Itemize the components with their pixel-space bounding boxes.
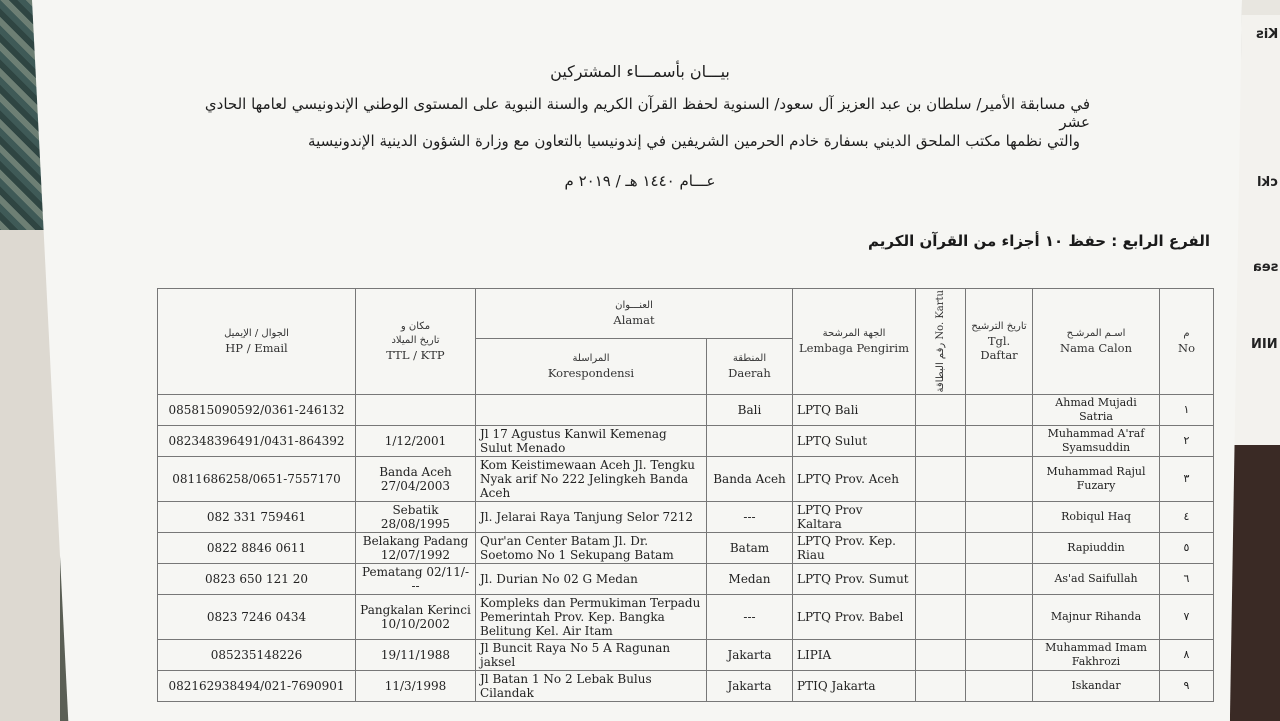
- cell-institution: LPTQ Prov. Sumut: [793, 563, 916, 594]
- cell-contact: 082162938494/021-7690901: [158, 670, 356, 701]
- cell-name: Majnur Rihanda: [1033, 594, 1160, 639]
- table-header-row: [158, 289, 1214, 339]
- cell-no: ٧: [1160, 594, 1214, 639]
- header-correspondence: المراسلة Korespondensi: [476, 338, 707, 394]
- cell-region: ---: [707, 501, 793, 532]
- cell-institution: PTIQ Jakarta: [793, 670, 916, 701]
- cell-ttl: Pangkalan Kerinci 10/10/2002: [356, 594, 476, 639]
- table-row: [158, 394, 1214, 425]
- table-row: [158, 501, 1214, 532]
- cell-card-no: [916, 456, 966, 501]
- cell-correspondence: Jl. Durian No 02 G Medan: [476, 563, 707, 594]
- header-contact: الجوال / الإيميل HP / Email: [158, 289, 356, 395]
- cell-no: ٨: [1160, 639, 1214, 670]
- cell-ttl: Banda Aceh 27/04/2003: [356, 456, 476, 501]
- cell-institution: LPTQ Prov. Aceh: [793, 456, 916, 501]
- cell-ttl: Belakang Padang 12/07/1992: [356, 532, 476, 563]
- cell-contact: 085815090592/0361-246132: [158, 394, 356, 425]
- cell-reg-date: [966, 670, 1033, 701]
- cell-no: ٦: [1160, 563, 1214, 594]
- participants-table: [157, 288, 1214, 702]
- cell-card-no: [916, 532, 966, 563]
- header-card-no: رقم البطاقة No. Kartu: [916, 289, 966, 395]
- cell-contact: 085235148226: [158, 639, 356, 670]
- cell-name: Muhammad Rajul Fuzary: [1033, 456, 1160, 501]
- cell-region: Banda Aceh: [707, 456, 793, 501]
- cell-no: ٣: [1160, 456, 1214, 501]
- table-row: [158, 639, 1214, 670]
- cell-card-no: [916, 563, 966, 594]
- cell-contact: 082348396491/0431-864392: [158, 425, 356, 456]
- header-institution: الجهة المرشحة Lembaga Pengirim: [793, 289, 916, 395]
- cell-correspondence: Jl Batan 1 No 2 Lebak Bulus Cilandak: [476, 670, 707, 701]
- cell-reg-date: [966, 532, 1033, 563]
- cell-name: Muhammad Imam Fakhrozi: [1033, 639, 1160, 670]
- cell-name: As'ad Saifullah: [1033, 563, 1160, 594]
- edge-text-3: sea: [1252, 260, 1278, 275]
- cell-institution: LPTQ Prov. Babel: [793, 594, 916, 639]
- cell-region: [707, 425, 793, 456]
- cell-contact: 082 331 759461: [158, 501, 356, 532]
- table-row: [158, 532, 1214, 563]
- edge-text-2: ckl: [1257, 175, 1278, 190]
- table-body: [158, 394, 1214, 701]
- cell-ttl: Pematang 02/11/---: [356, 563, 476, 594]
- cell-correspondence: Qur'an Center Batam Jl. Dr. Soetomo No 1 Sekupang Batam: [476, 532, 707, 563]
- cell-ttl: [356, 394, 476, 425]
- cell-reg-date: [966, 425, 1033, 456]
- cell-no: ٩: [1160, 670, 1214, 701]
- cell-no: ١: [1160, 394, 1214, 425]
- cell-contact: 0823 650 121 20: [158, 563, 356, 594]
- cell-reg-date: [966, 501, 1033, 532]
- cell-correspondence: Jl. Jelarai Raya Tanjung Selor 7212: [476, 501, 707, 532]
- cell-correspondence: Jl Buncit Raya No 5 A Ragunan jaksel: [476, 639, 707, 670]
- cell-reg-date: [966, 394, 1033, 425]
- header-ttl: مكان و تاريخ الميلاد TTL / KTP: [356, 289, 476, 395]
- table-row: [158, 670, 1214, 701]
- document-title: بيـــان بأسمـــاء المشتركين: [550, 62, 730, 81]
- cell-name: Muhammad A'raf Syamsuddin: [1033, 425, 1160, 456]
- cell-contact: 0811686258/0651-7557170: [158, 456, 356, 501]
- cell-correspondence: [476, 394, 707, 425]
- cell-correspondence: Jl 17 Agustus Kanwil Kemenag Sulut Menado: [476, 425, 707, 456]
- document-year: عـــام ١٤٤٠ هـ / ٢٠١٩ م: [564, 172, 716, 190]
- document-organizer: والتي نظمها مكتب الملحق الديني بسفارة خادم الحرمين الشريفين في إندونيسيا بالتعاون مع وزارة الشؤون الدينية الإندونيسية: [308, 132, 1080, 150]
- cell-card-no: [916, 639, 966, 670]
- cell-ttl: 11/3/1998: [356, 670, 476, 701]
- cell-reg-date: [966, 594, 1033, 639]
- table-row: [158, 456, 1214, 501]
- cell-institution: LPTQ Bali: [793, 394, 916, 425]
- background-dark-object: [1230, 445, 1280, 721]
- cell-reg-date: [966, 456, 1033, 501]
- cell-no: ٤: [1160, 501, 1214, 532]
- cell-institution: LIPIA: [793, 639, 916, 670]
- cell-card-no: [916, 594, 966, 639]
- cell-name: Iskandar: [1033, 670, 1160, 701]
- table-row: [158, 563, 1214, 594]
- cell-region: Jakarta: [707, 639, 793, 670]
- cell-correspondence: Kom Keistimewaan Aceh Jl. Tengku Nyak arif No 222 Jelingkeh Banda Aceh: [476, 456, 707, 501]
- cell-region: Bali: [707, 394, 793, 425]
- cell-institution: LPTQ Prov. Kep. Riau: [793, 532, 916, 563]
- section-title: الفرع الرابع : حفظ ١٠ أجزاء من القرآن الكريم: [868, 232, 1210, 250]
- cell-reg-date: [966, 563, 1033, 594]
- cell-region: ---: [707, 594, 793, 639]
- header-address: العنـــوان Alamat: [476, 289, 793, 339]
- cell-ttl: Sebatik 28/08/1995: [356, 501, 476, 532]
- cell-ttl: 1/12/2001: [356, 425, 476, 456]
- cell-name: Ahmad Mujadi Satria: [1033, 394, 1160, 425]
- cell-card-no: [916, 394, 966, 425]
- table-row: [158, 594, 1214, 639]
- header-name: اسـم المرشـح Nama Calon: [1033, 289, 1160, 395]
- header-no: م No: [1160, 289, 1214, 395]
- table-row: [158, 425, 1214, 456]
- cell-no: ٢: [1160, 425, 1214, 456]
- header-region: المنطقة Daerah: [707, 338, 793, 394]
- cell-name: Rapiuddin: [1033, 532, 1160, 563]
- cell-card-no: [916, 425, 966, 456]
- cell-region: Medan: [707, 563, 793, 594]
- cell-card-no: [916, 670, 966, 701]
- cell-reg-date: [966, 639, 1033, 670]
- cell-correspondence: Kompleks dan Permukiman Terpadu Pemerintah Prov. Kep. Bangka Belitung Kel. Air Itam: [476, 594, 707, 639]
- header-reg-date: تاريخ الترشيح Tgl. Daftar: [966, 289, 1033, 395]
- cell-institution: LPTQ Sulut: [793, 425, 916, 456]
- cell-institution: LPTQ Prov Kaltara: [793, 501, 916, 532]
- cell-contact: 0822 8846 0611: [158, 532, 356, 563]
- edge-text-4: NIN: [1251, 337, 1278, 352]
- cell-contact: 0823 7246 0434: [158, 594, 356, 639]
- cell-region: Batam: [707, 532, 793, 563]
- cell-no: ٥: [1160, 532, 1214, 563]
- cell-card-no: [916, 501, 966, 532]
- cell-region: Jakarta: [707, 670, 793, 701]
- cell-name: Robiqul Haq: [1033, 501, 1160, 532]
- cell-ttl: 19/11/1988: [356, 639, 476, 670]
- document-subtitle: في مسابقة الأمير/ سلطان بن عبد العزيز آل سعود/ السنوية لحفظ القرآن الكريم والسنة النبوية على المستوى الوطني الإندونيسي لعامها الحادي عشر: [204, 95, 1090, 131]
- edge-text-1: Kis: [1255, 27, 1278, 42]
